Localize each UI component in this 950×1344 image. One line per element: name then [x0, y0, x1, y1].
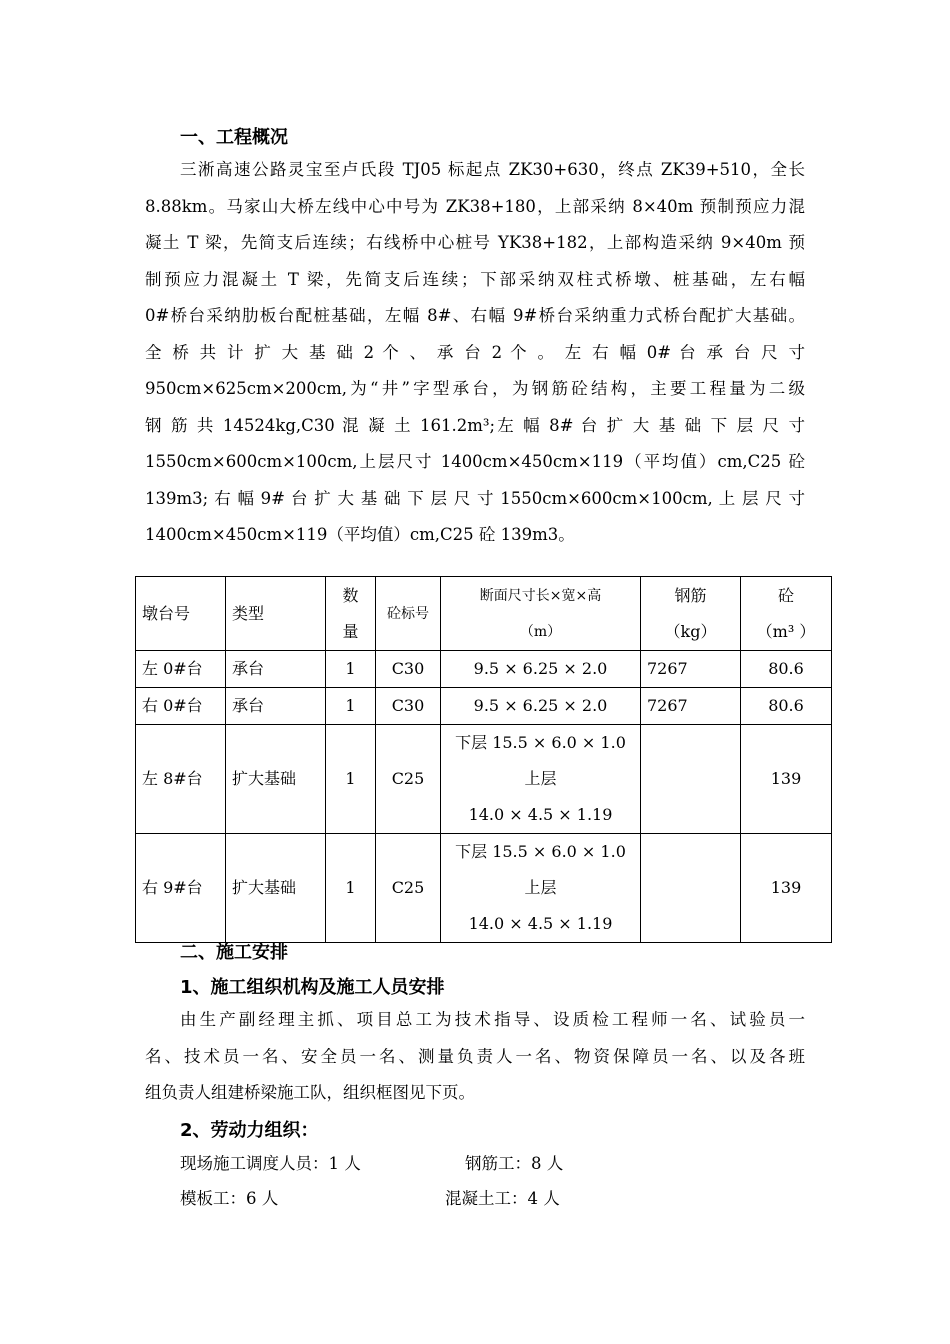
- table-row: [136, 688, 832, 725]
- cell-steel: 7267: [641, 651, 741, 688]
- header-grade: 砼标号: [376, 577, 441, 651]
- cell-qty: 1: [326, 725, 376, 834]
- labor-rebar: 钢筋工：8 人: [465, 1154, 564, 1173]
- overview-line: 凝土 T 梁，先简支后连续；右线桥中心桩号 YK38+182，上部构造采纳 9×40m 预: [145, 233, 805, 252]
- cell-steel: 7267: [641, 688, 741, 725]
- cell-type: 扩大基础: [226, 725, 326, 834]
- cell-grade: C30: [376, 651, 441, 688]
- header-steel: 钢筋 （kg）: [641, 577, 741, 651]
- labor-formwork: 模板工：6 人: [180, 1189, 279, 1208]
- overview-line: 1550cm×600cm×100cm,上层尺寸 1400cm×450cm×119（平均值）cm,C25 砼: [145, 452, 805, 471]
- cell-qty: 1: [326, 651, 376, 688]
- organization-line: 组负责人组建桥梁施工队，组织框图见下页。: [145, 1083, 475, 1102]
- cell-pier: 右 0#台: [136, 688, 226, 725]
- table-row: [136, 651, 832, 688]
- cell-concrete: 80.6: [741, 688, 832, 725]
- overview-line: 全 桥 共 计 扩 大 基 础 2 个 、 承 台 2 个 。 左 右 幅 0# 台 承 台 尺 寸: [145, 342, 805, 362]
- overview-line: 8.88km。马家山大桥左线中心中号为 ZK38+180，上部采纳 8×40m 预制预应力混: [145, 196, 805, 216]
- overview-line: 三淅高速公路灵宝至卢氏段 TJ05 标起点 ZK30+630，终点 ZK39+510，全长: [180, 160, 805, 179]
- cell-type: 承台: [226, 688, 326, 725]
- table-header-row: [136, 577, 832, 651]
- subheading-organization: 1、施工组织机构及施工人员安排: [180, 977, 445, 998]
- organization-paragraph: [145, 1002, 805, 1112]
- cell-pier: 右 9#台: [136, 834, 226, 943]
- cell-steel: [641, 725, 741, 834]
- subheading-labor: 2、劳动力组织：: [180, 1120, 319, 1141]
- header-size: 断面尺寸长×宽×高 （m）: [441, 577, 641, 651]
- labor-concrete: 混凝土工：4 人: [445, 1189, 560, 1208]
- cell-pier: 左 0#台: [136, 651, 226, 688]
- section-heading-overview: 一、工程概况: [180, 127, 288, 148]
- table-row: [136, 725, 832, 834]
- header-qty: 数 量: [326, 577, 376, 651]
- header-concrete: 砼 （m³ ）: [741, 577, 832, 651]
- cell-steel: [641, 834, 741, 943]
- section-heading-construction: 二、施工安排: [180, 942, 288, 963]
- cell-concrete: 80.6: [741, 651, 832, 688]
- cell-type: 承台: [226, 651, 326, 688]
- cell-qty: 1: [326, 688, 376, 725]
- cell-grade: C30: [376, 688, 441, 725]
- table-row: [136, 834, 832, 943]
- header-type: 类型: [226, 577, 326, 651]
- organization-line: 名、技术员一名、安全员一名、测量负责人一名、物资保障员一名、以及各班: [145, 1046, 805, 1066]
- overview-paragraph: [145, 152, 805, 554]
- organization-line: 由生产副经理主抓、项目总工为技术指导、设质检工程师一名、试验员一: [180, 1010, 805, 1029]
- cell-pier: 左 8#台: [136, 725, 226, 834]
- cell-grade: C25: [376, 834, 441, 943]
- overview-line: 制预应力混凝土 T 梁，先简支后连续；下部采纳双柱式桥墩、桩基础，左右幅: [145, 269, 805, 289]
- labor-dispatch: 现场施工调度人员：1 人: [180, 1154, 361, 1173]
- cell-concrete: 139: [741, 834, 832, 943]
- overview-line: 0#桥台采纳肋板台配桩基础，左幅 8#、右幅 9#桥台采纳重力式桥台配扩大基础。: [145, 306, 805, 325]
- cell-size: 9.5 × 6.25 × 2.0: [441, 688, 641, 725]
- overview-line: 1400cm×450cm×119（平均值）cm,C25 砼 139m3。: [145, 525, 575, 544]
- quantity-table: [135, 576, 832, 943]
- overview-line: 950cm×625cm×200cm,为“井”字型承台，为钢筋砼结构，主要工程量为二级: [145, 379, 805, 398]
- overview-line: 139m3; 右 幅 9# 台 扩 大 基 础 下 层 尺 寸 1550cm×600cm×100cm, 上 层 尺 寸: [145, 488, 805, 508]
- cell-qty: 1: [326, 834, 376, 943]
- header-pier: 墩台号: [136, 577, 226, 651]
- overview-line: 钢 筋 共 14524kg,C30 混 凝 土 161.2m³;左 幅 8# 台 扩 大 基 础 下 层 尺 寸: [145, 415, 805, 435]
- cell-type: 扩大基础: [226, 834, 326, 943]
- cell-grade: C25: [376, 725, 441, 834]
- cell-size: 下层 15.5 × 6.0 × 1.0 上层 14.0 × 4.5 × 1.19: [441, 725, 641, 834]
- cell-concrete: 139: [741, 725, 832, 834]
- cell-size: 9.5 × 6.25 × 2.0: [441, 651, 641, 688]
- cell-size: 下层 15.5 × 6.0 × 1.0 上层 14.0 × 4.5 × 1.19: [441, 834, 641, 943]
